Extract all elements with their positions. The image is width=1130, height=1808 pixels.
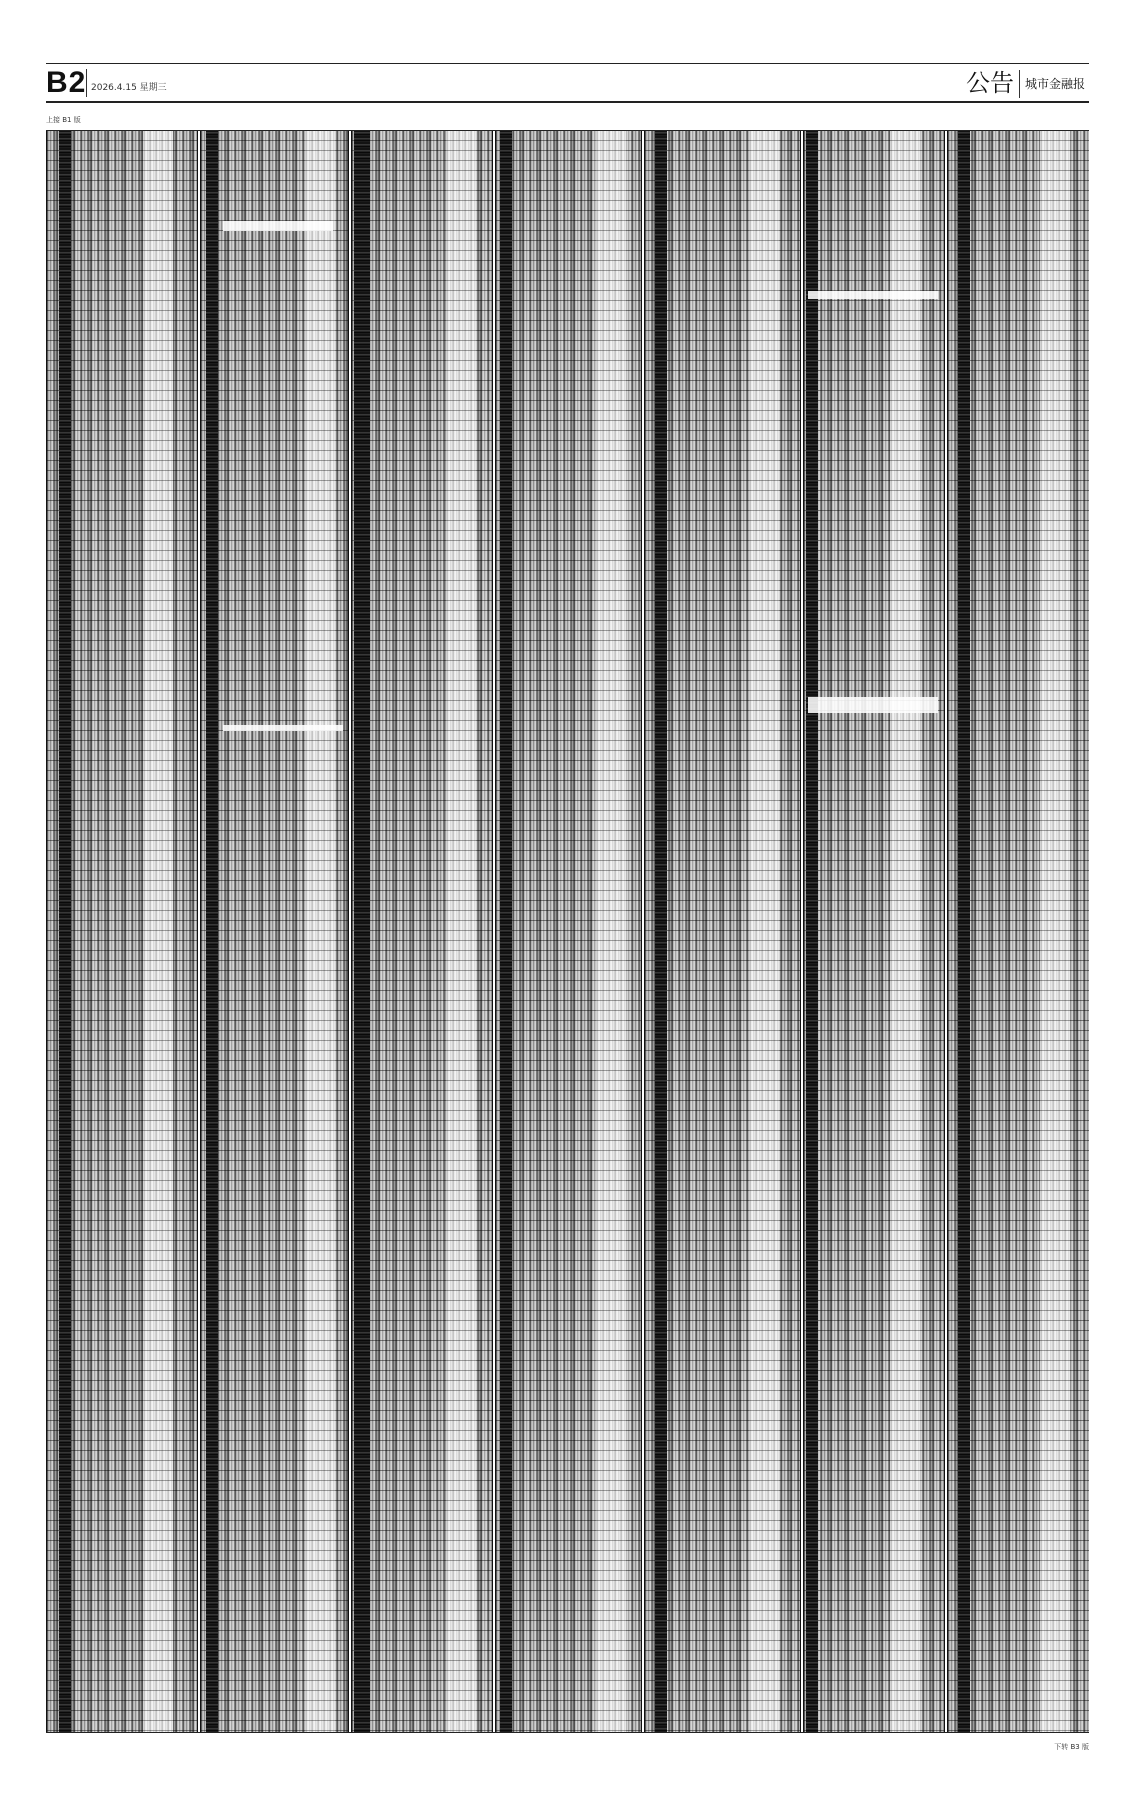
column-7-light-band (1040, 131, 1070, 1732)
column-6-light-band (890, 131, 920, 1732)
column-1-light-band (143, 131, 173, 1732)
continued-from-label: 上接 B1 版 (46, 116, 81, 124)
section-title-divider (1019, 70, 1020, 98)
column-4-dark-band (500, 131, 512, 1732)
table-gap (808, 291, 938, 299)
table-gap (808, 697, 938, 713)
listing-table-column-4 (495, 131, 642, 1732)
column-2-dark-band (206, 131, 218, 1732)
listing-table-column-5 (644, 131, 801, 1732)
table-gap (223, 221, 333, 231)
column-6-dark-band (806, 131, 818, 1732)
masthead-top-rule (46, 63, 1089, 64)
listing-tables-area (46, 130, 1089, 1733)
column-3-dark-band (354, 131, 370, 1732)
column-3-light-band (446, 131, 476, 1732)
column-4-light-band (596, 131, 626, 1732)
page-code-divider (86, 69, 87, 97)
listing-table-column-7 (947, 131, 1089, 1732)
issue-date: 2026.4.15 星期三 (91, 83, 167, 93)
table-gap (223, 725, 343, 731)
column-2-light-band (305, 131, 335, 1732)
page-code: B2 (46, 66, 87, 99)
listing-table-column-2 (200, 131, 349, 1732)
section-title: 公告 (966, 69, 1014, 97)
column-5-dark-band (655, 131, 667, 1732)
listing-table-column-3 (351, 131, 493, 1732)
newspaper-name: 城市金融报 (1025, 77, 1086, 91)
masthead-bottom-rule (46, 101, 1089, 103)
listing-table-column-6 (803, 131, 945, 1732)
continued-to-label: 下转 B3 版 (1054, 1743, 1089, 1751)
column-5-light-band (749, 131, 779, 1732)
listing-table-column-1 (46, 131, 198, 1732)
column-7-dark-band (958, 131, 970, 1732)
column-1-dark-band (59, 131, 71, 1732)
